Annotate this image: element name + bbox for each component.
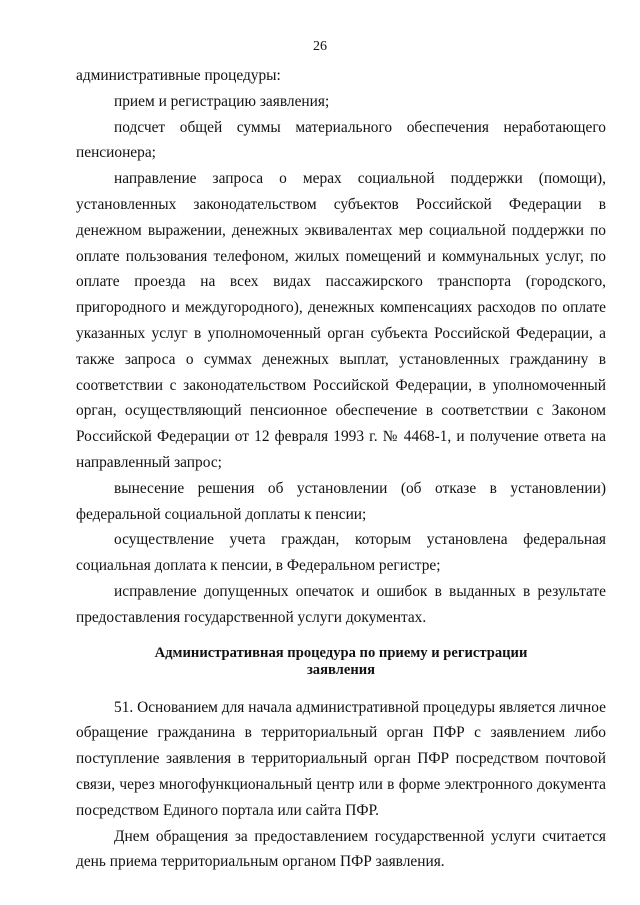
section-heading-line-1: Административная процедура по приему и регистрации [154, 644, 528, 661]
page-number: 26 [313, 39, 327, 54]
document-body [76, 63, 606, 875]
paragraph-application-date: Днем обращения за предоставлением государственной услуги считается день приема территориальным органом ПФР заявления. [76, 827, 606, 871]
section-heading-line-2: заявления [306, 661, 376, 678]
paragraph-calculation: подсчет общей суммы материального обеспечения неработающего пенсионера; [76, 118, 606, 162]
paragraph-registry: осуществление учета граждан, которым установлена федеральная социальная доплата к пенсии, в Федеральном регистре; [76, 531, 606, 575]
paragraph-51: 51. Основанием для начала административной процедуры является личное обращение гражданина в территориальный орган ПФР с заявлением либо поступление заявления в территориальный орган ПФР посредством почтовой связи, через многофункциональный центр или в форме электронного документа посредством Единого портала или сайта ПФР. [76, 698, 606, 819]
paragraph-decision: вынесение решения об установлении (об отказе в установлении) федеральной социальной доплаты к пенсии; [76, 479, 606, 523]
paragraph-corrections: исправление допущенных опечаток и ошибок в выданных в результате предоставления государственной услуги документах. [76, 582, 606, 626]
paragraph-procedures-intro: административные процедуры: [76, 67, 281, 84]
section-heading [76, 645, 606, 679]
paragraph-reception: прием и регистрацию заявления; [114, 92, 330, 110]
paragraph-request: направление запроса о мерах социальной поддержки (помощи), установленных законодательством субъектов Российской Федерации в денежном выражении, денежных эквивалентах мер социальной поддержки по оплате пользования телефоном, жилых помещений и коммунальных услуг, по оплате проезда на всех видах пассажирского транспорта (городского, пригородного и междугородного), денежных компенсациях расходов по оплате указанных услуг в уполномоченный орган субъекта Российской Федерации, а также запроса о суммах денежных выплат, установленных гражданину в соответствии с законодательством Российской Федерации, в уполномоченный орган, осуществляющий пенсионное обеспечение в соответствии с Законом Российской Федерации от 12 февраля 1993 г. № 4468-1, и получение ответа на направленный запрос; [76, 170, 606, 471]
